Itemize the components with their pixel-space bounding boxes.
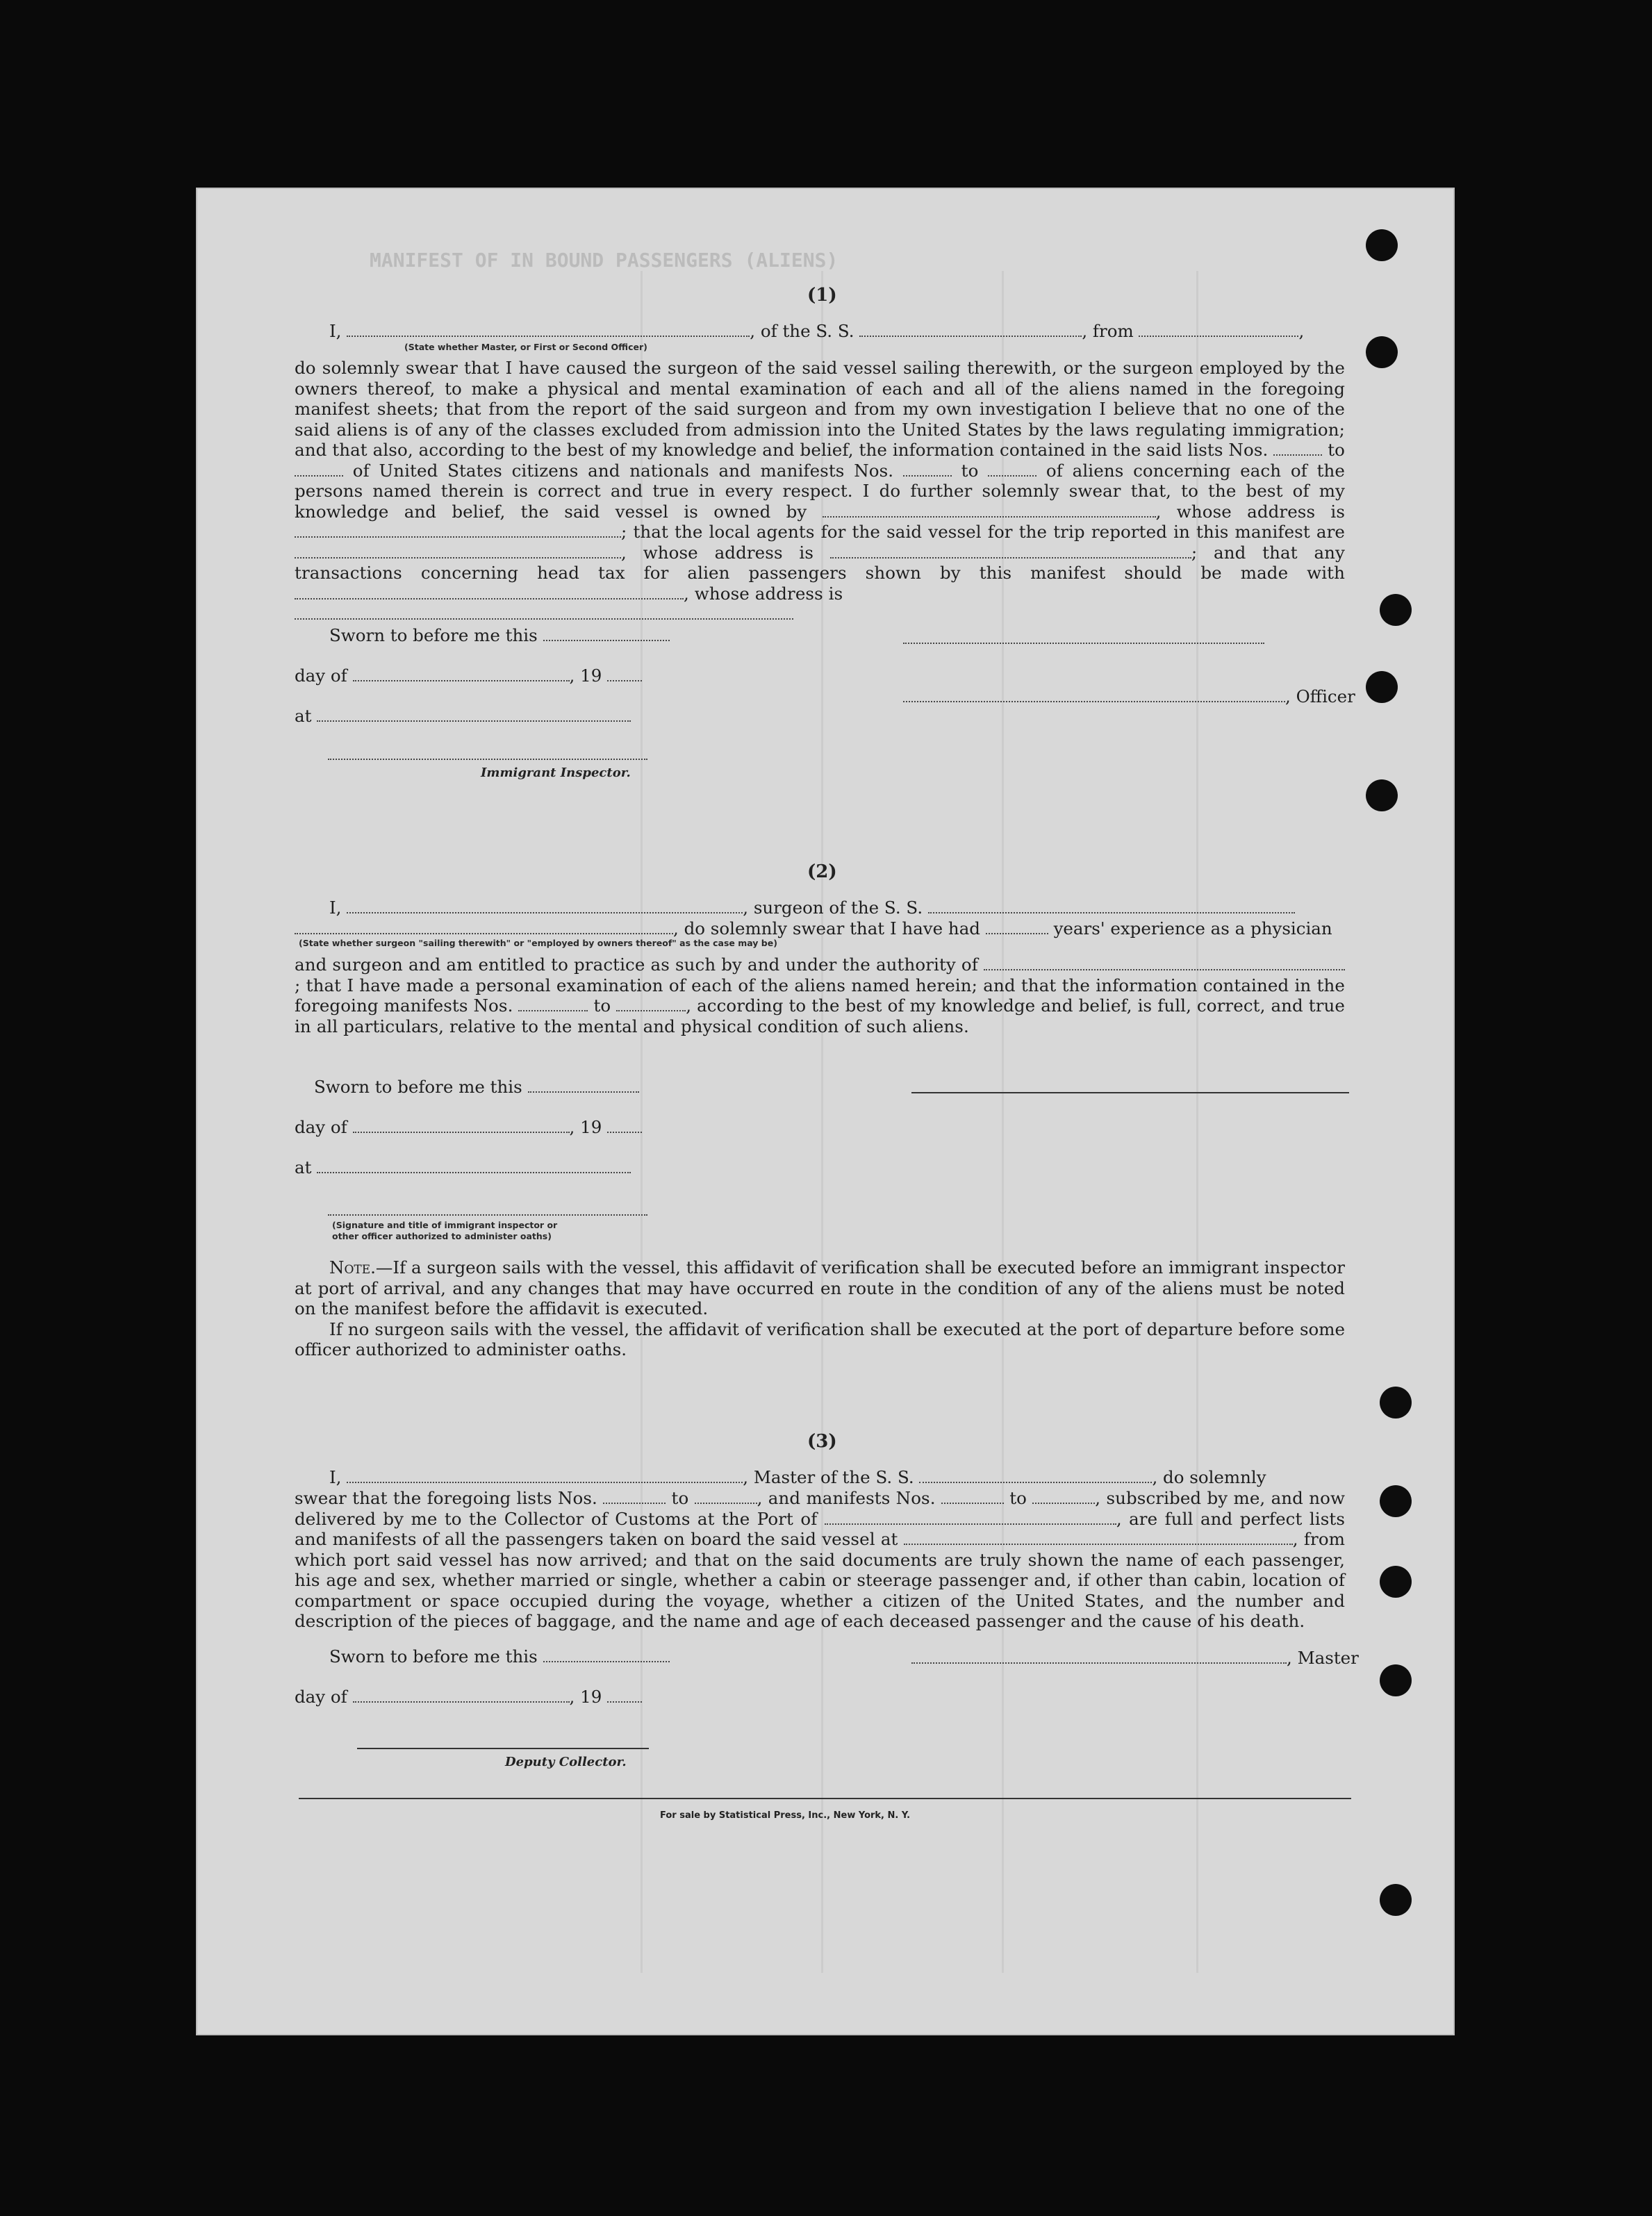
binder-hole bbox=[1366, 671, 1398, 703]
sworn-day-field[interactable] bbox=[543, 627, 670, 641]
vessel-name-field[interactable] bbox=[859, 323, 1082, 337]
binder-hole bbox=[1366, 336, 1398, 368]
sworn-label: Sworn to before me this bbox=[314, 1077, 522, 1097]
sworn-label: Sworn to before me this bbox=[329, 625, 538, 645]
authority-field[interactable] bbox=[984, 957, 1345, 970]
binder-hole bbox=[1380, 1884, 1412, 1916]
inspector-signature-line[interactable] bbox=[328, 1214, 647, 1216]
oath-i: I, bbox=[329, 1467, 342, 1487]
section-1-number: (1) bbox=[807, 285, 837, 306]
owner-address-field[interactable] bbox=[295, 524, 621, 538]
section-1-at bbox=[295, 706, 631, 726]
from-port-field[interactable] bbox=[1139, 323, 1298, 337]
binder-hole bbox=[1366, 779, 1398, 811]
day-of-label: day of bbox=[295, 1687, 347, 1707]
section-2-text-b: that I have made a personal examination of each of the aliens named herein; and that the information contained in the foregoing manifests Nos. bbox=[295, 975, 1345, 1016]
section-2-oath-line bbox=[329, 898, 1295, 918]
section-1-text-f: whose address is bbox=[643, 542, 814, 563]
signature-hint-2: other officer authorized to administer oaths) bbox=[332, 1231, 552, 1241]
surgeon-signature-line[interactable] bbox=[911, 1092, 1349, 1093]
binder-hole bbox=[1380, 594, 1412, 626]
section-3-oath-line bbox=[329, 1467, 1266, 1487]
officer-signature-field[interactable] bbox=[903, 688, 1285, 702]
section-1-text-d: , whose address is bbox=[1155, 501, 1346, 522]
section-1-text-a: do solemnly swear that I have caused the surgeon of the said vessel sailing therewith, or the surgeon employed by the owners thereof, to make a physical and mental examination of each and all of the aliens named in the foregoing manifest sheets; that from the report of the said surgeon and from my own investigation I believe that no one of the said aliens is of any of the classes excluded from admission into the United States by the laws regulating immigration; and that also, according to the best of my knowledge and belief, the information contained in the said lists Nos. bbox=[295, 358, 1345, 460]
section-1-text-c: of aliens concerning each of the persons named therein is correct and true in every respect. I do further solemnly swear that, to the best of my knowledge and belief, the said vessel is owned by bbox=[295, 460, 1345, 522]
bleedthrough-header: MANIFEST OF IN BOUND PASSENGERS (ALIENS) bbox=[370, 249, 839, 272]
to-label: to bbox=[671, 1488, 689, 1508]
lists-from-field[interactable] bbox=[1273, 442, 1322, 456]
signature-hint-1: (Signature and title of immigrant inspector or bbox=[332, 1220, 558, 1230]
to-label: to bbox=[1009, 1488, 1027, 1508]
section-2-sworn bbox=[314, 1077, 639, 1097]
section-3-number: (3) bbox=[807, 1431, 837, 1452]
years-experience-label: years' experience as a physician bbox=[1053, 918, 1332, 939]
master-lists-from-field[interactable] bbox=[603, 1490, 666, 1504]
master-name-field[interactable] bbox=[347, 1469, 743, 1483]
section-3-text-h: port said vessel has now arrived; and that on the said documents are truly shown the name of each passenger, his age and sex, whether married or single, whether a cabin or steerage passenger and, if other than cabin, location of compartment or space occupied during the voyage, whether a citizen of the United States, and the number and description of the pieces of baggage, and the name and age of each deceased passenger and the cause of his death. bbox=[295, 1549, 1346, 1631]
port-of-arrival-field[interactable] bbox=[825, 1511, 1116, 1525]
section-1-day bbox=[295, 665, 642, 686]
section-3-text-e: , are full and perfect lists and bbox=[295, 1508, 1346, 1549]
place-field[interactable] bbox=[317, 708, 631, 722]
to-label: to bbox=[593, 995, 611, 1016]
year-field[interactable] bbox=[607, 1689, 642, 1703]
years-experience-field[interactable] bbox=[986, 920, 1048, 934]
oath-i: I, bbox=[329, 321, 342, 341]
section-3-text-g: , from which bbox=[295, 1529, 1346, 1570]
month-field[interactable] bbox=[353, 1689, 570, 1703]
agents-field[interactable] bbox=[295, 545, 621, 559]
from-label: , from bbox=[1082, 321, 1134, 341]
agents-address-field[interactable] bbox=[830, 545, 1191, 559]
collector-signature-line[interactable] bbox=[357, 1748, 649, 1749]
binder-hole bbox=[1380, 1387, 1412, 1419]
surgeon-manifests-from-field[interactable] bbox=[518, 998, 588, 1011]
master-signature-field[interactable] bbox=[911, 1650, 1287, 1664]
section-3-body bbox=[295, 1488, 1345, 1632]
sworn-label: Sworn to before me this bbox=[329, 1646, 538, 1667]
surgeon-name-field[interactable] bbox=[347, 900, 743, 913]
master-lists-to-field[interactable] bbox=[695, 1490, 757, 1504]
note-block bbox=[295, 1257, 1345, 1360]
section-3-text-d: delivered by me to the Collector of Customs at the Port of bbox=[295, 1508, 818, 1529]
year-label: , 19 bbox=[569, 1687, 602, 1707]
lists-to-field[interactable] bbox=[295, 463, 343, 477]
sworn-day-field[interactable] bbox=[543, 1648, 670, 1662]
section-3-text-c: , subscribed by me, and now bbox=[1095, 1488, 1346, 1508]
section-3-text-f: manifests of all the passengers taken on board the said vessel at bbox=[332, 1529, 898, 1549]
deputy-collector-label: Deputy Collector. bbox=[505, 1755, 627, 1769]
month-field[interactable] bbox=[353, 1119, 570, 1133]
section-2-text-a: and surgeon and am entitled to practice as such by and under the authority of bbox=[295, 954, 978, 975]
officer-hint: (State whether Master, or First or Second Officer) bbox=[404, 342, 647, 352]
master-vessel-field[interactable] bbox=[919, 1469, 1152, 1483]
section-1-text-h: , whose address is bbox=[684, 583, 843, 604]
surgeon-hint: (State whether surgeon "sailing therewith" or "employed by owners thereof" as the case may be) bbox=[299, 938, 777, 948]
at-label: at bbox=[295, 706, 312, 726]
surgeon-vessel-field[interactable] bbox=[928, 900, 1295, 913]
year-field[interactable] bbox=[607, 668, 642, 681]
section-1-sworn bbox=[329, 625, 670, 645]
section-1-officer bbox=[903, 686, 1355, 706]
section-2-day bbox=[295, 1117, 642, 1137]
at-label: at bbox=[295, 1157, 312, 1177]
section-3-sworn bbox=[329, 1646, 670, 1667]
section-2-at bbox=[295, 1157, 631, 1177]
year-field[interactable] bbox=[607, 1119, 642, 1133]
printer-footer: For sale by Statistical Press, Inc., New York, N. Y. bbox=[660, 1810, 911, 1821]
sworn-day-field[interactable] bbox=[528, 1079, 639, 1093]
note-text-1: —If a surgeon sails with the vessel, this affidavit of verification shall be executed before an immigrant inspector at port of arrival, and any changes that may have occurred en route in the condition of any of the aliens must be noted on the manifest before the affidavit is executed. bbox=[295, 1257, 1345, 1318]
surgeon-manifests-to-field[interactable] bbox=[616, 998, 686, 1011]
to-label: to bbox=[961, 460, 979, 481]
section-2-line2 bbox=[295, 918, 1332, 939]
binder-hole bbox=[1380, 1485, 1412, 1517]
month-field[interactable] bbox=[353, 668, 570, 681]
place-field[interactable] bbox=[317, 1159, 631, 1173]
year-label: , 19 bbox=[569, 665, 602, 686]
section-2-text-c: , according to the best of my knowledge and belief, is full, correct, and true in all particulars, relative to the mental and physical condition of such aliens. bbox=[295, 995, 1346, 1036]
section-1-oath-line: I, , of the S. S. , from , bbox=[329, 321, 1305, 341]
manifests-from-field[interactable] bbox=[903, 463, 952, 477]
surgeon-sworn-text: , do solemnly swear that I have had bbox=[673, 918, 980, 939]
port-of-embarkation-field[interactable] bbox=[904, 1531, 1293, 1545]
section-3-day bbox=[295, 1687, 642, 1707]
inspector-signature-line[interactable] bbox=[328, 759, 647, 760]
binder-hole bbox=[1366, 229, 1398, 261]
head-tax-field[interactable] bbox=[295, 586, 684, 600]
master-manifests-to-field[interactable] bbox=[1032, 1490, 1095, 1504]
master-of-ss-label: , Master of the S. S. bbox=[743, 1467, 914, 1487]
binder-hole bbox=[1380, 1566, 1412, 1598]
section-3-text-a: swear that the foregoing lists Nos. bbox=[295, 1488, 597, 1508]
surgeon-status-field[interactable] bbox=[295, 920, 673, 934]
officer-label: , Officer bbox=[1285, 686, 1355, 706]
year-label: , 19 bbox=[569, 1117, 602, 1137]
section-3-master bbox=[911, 1648, 1359, 1668]
day-of-label: day of bbox=[295, 1117, 347, 1137]
day-of-label: day of bbox=[295, 665, 347, 686]
section-1-text-e: that the local agents for the said vessel for the trip reported in this manifest are bbox=[633, 522, 1346, 542]
note-text-2: If no surgeon sails with the vessel, the affidavit of verification shall be executed at the port of departure before some officer authorized to administer oaths. bbox=[295, 1318, 1345, 1359]
section-1-body: do solemnly swear that I have caused the surgeon of the said vessel sailing therewith, or the surgeon employed by the owners thereof, to make a physical and mental examination of each and all of the aliens named in the foregoing manifest sheets; that from the report of the said surgeon and from my own investigation I believe that no one of the said aliens is of any of the classes excluded from admission into the United States by the laws regulating immigration; and that also, according to the best of my knowledge and belief, the information contained in the said lists Nos. to of United States citizens and nationals and manifests Nos. to of aliens concerning each of the persons named therein is correct and true in every respect. I do further solemnly swear that, to the best of my knowledge and belief, the said vessel is owned by , whose address is ; that the local agents for the said vessel for the trip reported in this manifest are , whose address is ; and that any transactions concerning head tax for alien passengers shown by this manifest should be made with , whose address is bbox=[295, 358, 1345, 625]
section-1-text-g: ; and that any transactions concerning head tax for alien passengers shown by this manifest should be made with bbox=[295, 542, 1345, 583]
of-ss-label: , of the S. S. bbox=[750, 321, 854, 341]
section-2-body: and surgeon and am entitled to practice as such by and under the authority of ; that I have made a personal examination of each of the aliens named herein; and that the information contained in the foregoing manifests Nos. to , according to the best of my knowledge and belief, is full, correct, and true in all particulars, relative to the mental and physical condition of such aliens. bbox=[295, 954, 1346, 1036]
section-3-text-b: , and manifests Nos. bbox=[757, 1488, 936, 1508]
officer-signature-line-top[interactable] bbox=[903, 643, 1264, 644]
immigrant-inspector-label: Immigrant Inspector. bbox=[481, 766, 631, 780]
master-manifests-from-field[interactable] bbox=[941, 1490, 1004, 1504]
section-2-number: (2) bbox=[807, 861, 837, 882]
officer-name-field[interactable] bbox=[347, 323, 750, 337]
master-label: , Master bbox=[1287, 1648, 1359, 1668]
manifests-to-field[interactable] bbox=[988, 463, 1036, 477]
head-tax-address-field[interactable] bbox=[295, 606, 793, 620]
oath-i: I, bbox=[329, 898, 342, 918]
footer-rule bbox=[299, 1798, 1351, 1799]
section-1-text-b: of United States citizens and nationals and manifests Nos. bbox=[352, 460, 894, 481]
surgeon-of-ss-label: , surgeon of the S. S. bbox=[743, 898, 923, 918]
owner-field[interactable] bbox=[823, 504, 1156, 518]
to-label: to bbox=[1328, 440, 1345, 460]
note-label: Note. bbox=[329, 1257, 376, 1277]
manifest-page bbox=[196, 188, 1455, 2035]
binder-hole bbox=[1380, 1664, 1412, 1696]
do-solemnly-label: , do solemnly bbox=[1152, 1467, 1266, 1487]
